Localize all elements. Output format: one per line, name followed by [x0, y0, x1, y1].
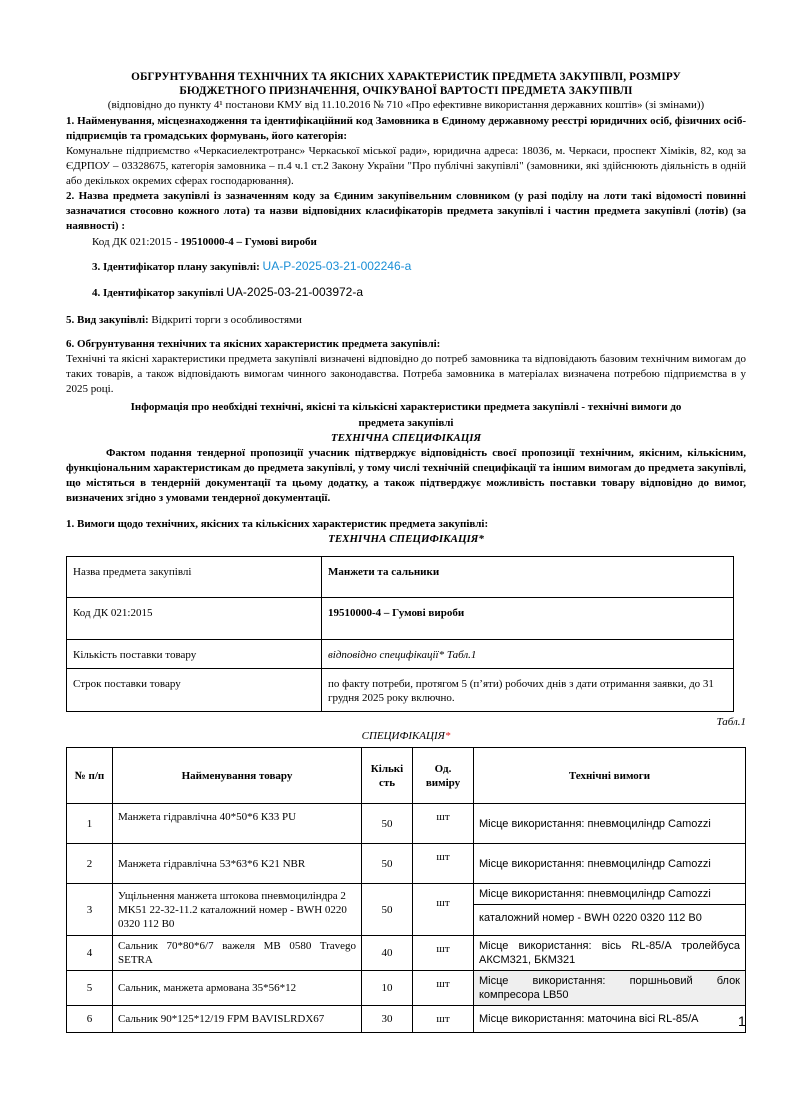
- spec-table: [66, 747, 746, 1033]
- tech-spec-title: ТЕХНІЧНА СПЕЦИФІКАЦІЯ: [330, 432, 482, 444]
- summary-value: Манжети та сальники: [322, 557, 734, 598]
- section-1-text: Комунальне підприємство «Черкасиелектротранс» Черкаської міської ради», юридична адреса: 18036, м. Черкаси, проспект Хіміків, 82, код за ЄДРПОУ – 03328675, категорія замовника – п.4 ч.1 ст.2 Закону України "Про публічні закупівлі" (замовники, які здійснюють діяльність в одній або декількох окремих сферах господарювання).: [66, 145, 746, 187]
- spec-ref-rest: * Табл.1: [438, 649, 477, 661]
- code-value: 19510000-4 – Гумові вироби: [180, 236, 317, 248]
- col-qty-header: Кількі сть: [362, 748, 413, 804]
- section-6-text: Технічні та якісні характеристики предмета закупівлі визначені відповідно до потреб замовника та відповідають базовим технічним вимогам до таких товарів, а також відповідають вимогам чинного законодавства. Потреба замовника в матеріалах визначена потребою підприємства в у 2025 році.: [66, 353, 746, 395]
- section-4: [66, 285, 746, 301]
- summary-value: по факту потреби, протягом 5 (п’яти) робочих днів з дати отримання заявки, до 31 грудня 2025 року включно.: [322, 669, 734, 712]
- col-name-header: Найменування товару: [113, 748, 362, 804]
- tech-spec-title-2: ТЕХНІЧНА СПЕЦИФІКАЦІЯ*: [328, 533, 484, 545]
- doc-title-line2: БЮДЖЕТНОГО ПРИЗНАЧЕННЯ, ОЧІКУВАНОЇ ВАРТОСТІ ПРЕДМЕТА ЗАКУПІВЛІ: [179, 85, 633, 97]
- summary-row: [67, 640, 734, 669]
- summary-row: [67, 598, 734, 640]
- row-req: Місце використання: вісь RL-85/A тролейбуса АКСМ321, БКМ321: [474, 936, 746, 971]
- row-qty: 50: [362, 884, 413, 936]
- row-unit: шт: [413, 844, 474, 884]
- plan-id-label: 3. Ідентифікатор плану закупівлі:: [92, 261, 260, 273]
- row-unit: шт: [413, 804, 474, 844]
- row-name: Манжета гідравлічна 40*50*6 К33 PU: [113, 804, 362, 844]
- row-qty: 50: [362, 844, 413, 884]
- row-name: Ущільнення манжета штокова пневмоциліндра 2 MK51 22-32-11.2 каталожний номер - BWH 0220 0320 112 B0: [113, 884, 362, 936]
- row-num: 1: [67, 804, 113, 844]
- procurement-type-label: 5. Вид закупівлі:: [66, 314, 149, 326]
- row-unit: шт: [413, 971, 474, 1006]
- spec-ref-italic: відповідно специфікації: [328, 649, 439, 661]
- document-page: [66, 70, 746, 1033]
- summary-row: [67, 557, 734, 598]
- section-2-heading: 2. Назва предмета закупівлі із зазначенням коду за Єдиним закупівельним словником (у разі поділу на лоти такі відомості повинні зазначатися стосовно кожного лота) та назви відповідних класифікаторів предмета закупівлі і частин предмета закупівлі (лотів) (за наявності) :: [66, 190, 746, 232]
- row-unit: шт: [413, 936, 474, 971]
- row-req-line2: каталожний номер - BWH 0220 0320 112 B0: [479, 912, 702, 924]
- table-row: [67, 884, 746, 936]
- section-6-heading: 6. Обгрунтування технічних та якісних характеристик предмета закупівлі:: [66, 338, 441, 350]
- table-row: [67, 804, 746, 844]
- spec-label: [66, 729, 746, 744]
- row-num: 2: [67, 844, 113, 884]
- code-prefix: Код ДК 021:2015 -: [92, 236, 181, 248]
- table-row: [67, 844, 746, 884]
- row-req: Місце використання: пневмоциліндр Camozzi: [474, 804, 746, 844]
- section-5: [66, 313, 746, 328]
- plan-id-link[interactable]: UA-P-2025-03-21-002246-a: [262, 259, 412, 273]
- table-row: [67, 936, 746, 971]
- page-number: 1: [738, 1013, 746, 1029]
- col-req-header: Технічні вимоги: [474, 748, 746, 804]
- row-qty: 10: [362, 971, 413, 1006]
- doc-title-line1: ОБГРУНТУВАННЯ ТЕХНІЧНИХ ТА ЯКІСНИХ ХАРАКТЕРИСТИК ПРЕДМЕТА ЗАКУПІВЛІ, РОЗМІРУ: [131, 71, 681, 83]
- fact-text: Фактом подання тендерної пропозиції учасник підтверджує відповідність своєї пропозиції технічним, якісним, кількісним, функціональним характеристикам до предмета закупівлі, у тому числі технічній специфікації та іншим вимогам до предмета закупівлі, що містяться в тендерній документації та цьому додатку, а також підтверджує можливість поставки товару відповідно до вимог, визначених згідно з умовами тендерної документації.: [66, 447, 746, 504]
- row-req: Місце використання: пневмоциліндр Camozzi: [474, 844, 746, 884]
- row-name: Сальник, манжета армована 35*56*12: [113, 971, 362, 1006]
- procurement-id-value: UA-2025-03-21-003972-a: [226, 285, 364, 299]
- col-unit-header: Од. виміру: [413, 748, 474, 804]
- row-num: 6: [67, 1006, 113, 1033]
- row-name: Сальник 70*80*6/7 важеля MB 0580 Travego SETRA: [113, 936, 362, 971]
- table-row: [67, 1006, 746, 1033]
- summary-label: Код ДК 021:2015: [67, 598, 322, 640]
- table-row: [67, 971, 746, 1006]
- requirements-heading: 1. Вимоги щодо технічних, якісних та кількісних характеристик предмета закупівлі:: [66, 518, 489, 530]
- section-1-heading: 1. Найменування, місцезнаходження та ідентифікаційний код Замовника в Єдиному державному реєстрі юридичних осіб, фізичних осіб-підприємців та громадських формувань, його категорія:: [66, 115, 746, 142]
- row-qty: 30: [362, 1006, 413, 1033]
- row-req: Місце використання: поршньовий блок компресора LB50: [474, 971, 746, 1006]
- summary-value: [322, 640, 734, 669]
- row-unit: шт: [413, 884, 474, 936]
- summary-value: 19510000-4 – Гумові вироби: [322, 598, 734, 640]
- row-req: Місце використання: маточина вісі RL-85/A: [474, 1006, 746, 1033]
- section-2-code: [66, 235, 746, 250]
- spec-header-row: [67, 748, 746, 804]
- summary-label: Строк поставки товару: [67, 669, 322, 712]
- row-unit: шт: [413, 1006, 474, 1033]
- row-num: 3: [67, 884, 113, 936]
- procurement-type-value: Відкриті торги з особливостями: [151, 314, 302, 326]
- procurement-id-label: 4. Ідентифікатор закупівлі: [92, 287, 224, 299]
- summary-label: Назва предмета закупівлі: [67, 557, 322, 598]
- spec-label-text: СПЕЦИФІКАЦІЯ: [361, 730, 445, 742]
- row-qty: 40: [362, 936, 413, 971]
- row-name: Сальник 90*125*12/19 FPM BAVISLRDX67: [113, 1006, 362, 1033]
- row-num: 5: [67, 971, 113, 1006]
- col-num-header: № п/п: [67, 748, 113, 804]
- row-req: [474, 884, 746, 936]
- row-req-line1: Місце використання: пневмоциліндр Camozzi: [474, 884, 745, 905]
- info-line1: Інформація про необхідні технічні, якісні та кількісні характеристики предмета закупівлі - технічні вимоги до: [130, 401, 682, 413]
- section-3: [66, 259, 746, 275]
- summary-row: [67, 669, 734, 712]
- row-name: Манжета гідравлічна 53*63*6 K21 NBR: [113, 844, 362, 884]
- row-num: 4: [67, 936, 113, 971]
- spec-label-star: *: [444, 730, 451, 742]
- doc-subtitle: (відповідно до пункту 4¹ постанови КМУ від 11.10.2016 № 710 «Про ефективне використання державних коштів» (зі змінами)): [107, 99, 705, 111]
- row-qty: 50: [362, 804, 413, 844]
- info-line2: предмета закупівлі: [358, 417, 454, 429]
- table-label: Табл.1: [716, 716, 746, 728]
- summary-label: Кількість поставки товару: [67, 640, 322, 669]
- summary-table: [66, 556, 734, 712]
